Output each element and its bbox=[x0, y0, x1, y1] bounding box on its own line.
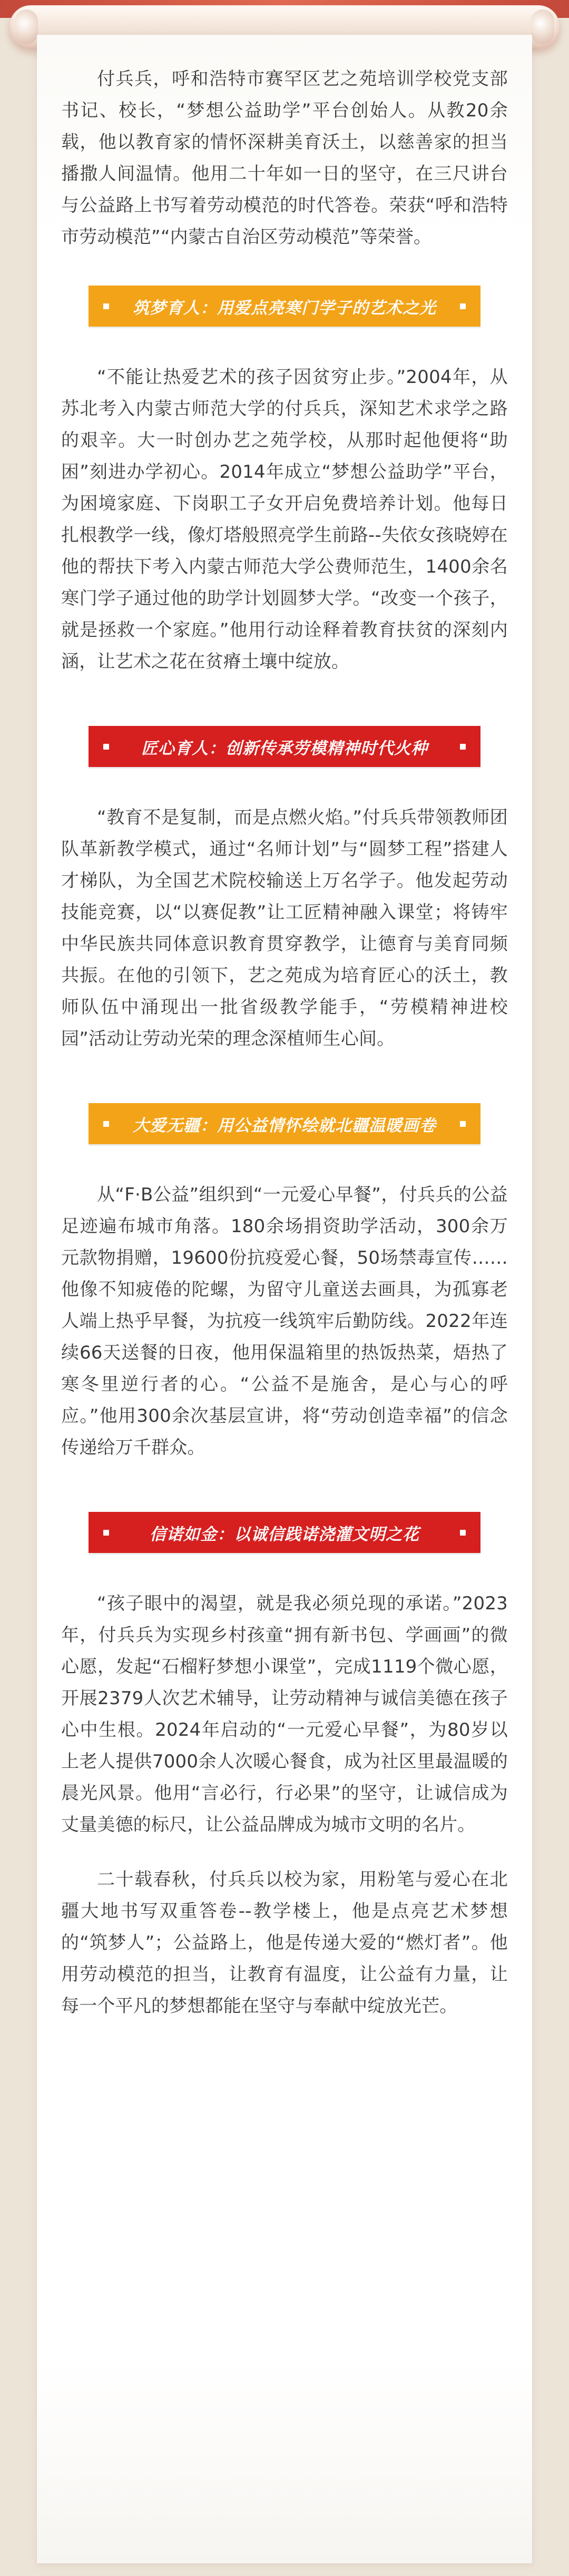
section-4-paragraph-2: 二十载春秋，付兵兵以校为家，用粉笔与爱心在北疆大地书写双重答卷--教学楼上，他是点亮艺术梦想的“筑梦人”；公益路上，他是传递大爱的“燃灯者”。他用劳动模范的担当，让教育有温度，让公益有力量，让每一个平凡的梦想都能在坚守与奉献中绽放光芒。 bbox=[61, 1869, 508, 2017]
section-4 bbox=[61, 1512, 508, 2022]
spacer bbox=[61, 327, 508, 361]
spacer bbox=[61, 767, 508, 802]
section-3-paragraph-1: 从“F·B公益”组织到“一元爱心早餐”，付兵兵的公益足迹遍布城市角落。180余场捐资助学活动，300余万元款物捐赠，19600份抗疫爱心餐，50场禁毒宣传……他像不知疲倦的陀螺，为留守儿童送去画具，为孤寡老人端上热乎早餐，为抗疫一线筑牢后勤防线。2022年连续66天送餐的日夜，他用保温箱里的热饭热菜，焐热了寒冬里逆行者的心。“公益不是施舍，是心与心的呼应。”他用300余次基层宣讲，将“劳动创造幸福”的信念传递给万千群众。 bbox=[61, 1184, 508, 1458]
section-1-banner-wrap bbox=[61, 286, 508, 327]
section-4-banner: 信诺如金：以诚信践诺浇灌文明之花 bbox=[89, 1512, 480, 1553]
section-2-banner-wrap bbox=[61, 726, 508, 767]
section-1-paragraph-1: “不能让热爱艺术的孩子因贫穷止步。”2004年，从苏北考入内蒙古师范大学的付兵兵，深知艺术求学之路的艰辛。大一时创办艺之苑学校，从那时起他便将“助困”刻进办学初心。2014年成立“梦想公益助学”平台，为困境家庭、下岗职工子女开启免费培养计划。他每日扎根教学一线，像灯塔般照亮学生前路--失依女孩晓婷在他的帮扶下考入内蒙古师范大学公费师范生，1400余名寒门学子通过他的助学计划圆梦大学。“改变一个孩子，就是拯救一个家庭。”他用行动诠释着教育扶贫的深刻内涵，让艺术之花在贫瘠土壤中绽放。 bbox=[61, 367, 508, 672]
section-2-paragraph-1: “教育不是复制，而是点燃火焰。”付兵兵带领教师团队革新教学模式，通过“名师计划”与“圆梦工程”搭建人才梯队，为全国艺术院校输送上万名学子。他发起劳动技能竞赛，以“以赛促教”让工匠精神融入课堂；将铸牢中华民族共同体意识教育贯穿教学，让德育与美育同频共振。在他的引领下，艺之苑成为培育匠心的沃土，教师队伍中涌现出一批省级教学能手，“劳模精神进校园”活动让劳动光荣的理念深植师生心间。 bbox=[61, 807, 508, 1049]
section-3-banner-wrap bbox=[61, 1103, 508, 1144]
spacer bbox=[61, 1055, 508, 1103]
spacer bbox=[61, 253, 508, 286]
section-3 bbox=[61, 1103, 508, 1463]
intro-paragraph: 付兵兵，呼和浩特市赛罕区艺之苑培训学校党支部书记、校长，“梦想公益助学”平台创始人。从教20余载，他以教育家的情怀深耕美育沃土，以慈善家的担当播撒人间温情。他用二十年如一日的坚守，在三尺讲台与公益路上书写着劳动模范的时代答卷。荣获“呼和浩特市劳动模范”“内蒙古自治区劳动模范”等荣誉。 bbox=[61, 68, 508, 248]
article-content bbox=[61, 63, 508, 2022]
section-1-banner: 筑梦育人：用爱点亮寒门学子的艺术之光 bbox=[89, 286, 480, 327]
section-3-banner: 大爱无疆：用公益情怀绘就北疆温暖画卷 bbox=[89, 1103, 480, 1144]
spacer bbox=[61, 1841, 508, 1864]
section-1 bbox=[61, 286, 508, 677]
section-4-banner-wrap bbox=[61, 1512, 508, 1553]
spacer bbox=[61, 1553, 508, 1588]
spacer bbox=[61, 1144, 508, 1179]
section-4-paragraph-1: “孩子眼中的渴望，就是我必须兑现的承诺。”2023年，付兵兵为实现乡村孩童“拥有新书包、学画画”的微心愿，发起“石榴籽梦想小课堂”，完成1119个微心愿，开展2379人次艺术辅导，让劳动精神与诚信美德在孩子心中生根。2024年启动的“一元爱心早餐”，为80岁以上老人提供7000余人次暖心餐食，成为社区里最温暖的晨光风景。他用“言必行，行必果”的坚守，让诚信成为丈量美德的标尺，让公益品牌成为城市文明的名片。 bbox=[61, 1593, 508, 1835]
section-2-banner: 匠心育人：创新传承劳模精神时代火种 bbox=[89, 726, 480, 767]
section-2 bbox=[61, 726, 508, 1055]
spacer bbox=[61, 677, 508, 726]
spacer bbox=[61, 1463, 508, 1512]
